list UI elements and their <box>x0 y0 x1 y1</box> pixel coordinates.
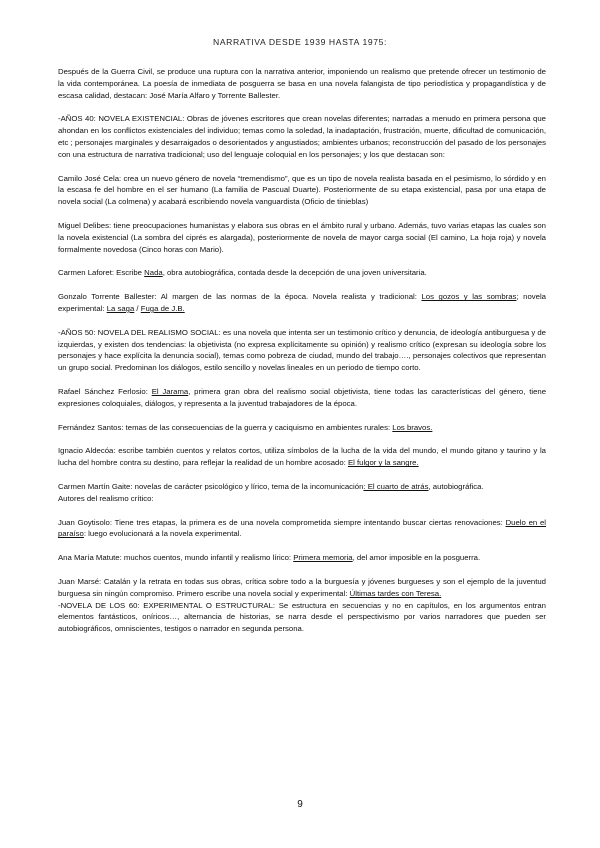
paragraph-text: Carmen Martín Gaite: novelas de carácter psicológico y lírico, tema de la incomunicación <box>58 481 364 491</box>
paragraph <box>58 291 546 315</box>
paragraph <box>58 113 546 160</box>
underlined-title: El fulgor y la sangre. <box>347 458 419 468</box>
paragraph-text: Después de la Guerra Civil, se produce una ruptura con la narrativa anterior, imponiendo un realismo que pretende ofrecer un testimonio de la vida contemporánea. La poesía de inmediata de posguerra se basa en una novela falangista de tipo periodística y propagandística y de escasa calidad, destacan: José María Alfaro y Torrente Ballester. <box>58 67 546 100</box>
underlined-title: Fuga de J.B. <box>140 303 185 313</box>
paragraph-text: Autores del realismo crítico: <box>58 493 154 503</box>
paragraph <box>58 517 546 541</box>
underlined-title: Nada <box>144 268 163 278</box>
paragraph-text: Miguel Delibes: tiene preocupaciones humanistas y elabora sus obras en el ámbito rural y urbano. Además, tuvo varias etapas las cuales son la novela existencial (La sombra del ciprés es alargada), posteriormente de novela de mayor carga social (El camino, La hoja roja) y novela formalmente novedosa (Cinco horas con Mario). <box>58 220 546 254</box>
paragraph-text: , primera gran obra del realismo social objetivista, tiene todas las características del género, tiene expresiones coloquiales, diálogos, y representa a la juventud trabajadores de la época. <box>58 386 546 408</box>
paragraph-text: Ignacio Aldecóa: escribe también cuentos y relatos cortos, utiliza símbolos de la lucha de la vida del mundo, el mundo gitano y taurino y la lucha del hombre contra su destino, para reflejar la realidad de un hombre acosado: <box>58 446 546 468</box>
paragraph-text: , del amor imposible en la posguerra. <box>352 553 481 563</box>
paragraph <box>58 481 546 493</box>
paragraph <box>58 220 546 255</box>
paragraph <box>58 66 546 101</box>
paragraph-text: Fernández Santos: temas de las consecuencias de la guerra y caciquismo en ambientes rurales: <box>58 422 393 432</box>
underlined-title: Los gozos y las sombras <box>421 292 517 302</box>
underlined-title: La saga <box>106 303 135 313</box>
underlined-title: Últimas tardes con Teresa. <box>349 588 442 598</box>
paragraph-text: -AÑOS 40: NOVELA EXISTENCIAL: Obras de jóvenes escritores que crean novelas diferentes; narradas a menudo en primera persona que ahondan en los conflictos existenciales del individuo; temas como la soledad, la inadaptación, frustración, muerte, dificultad de comunicación, etc ; personajes marginales y desarraigados o desorientados y angustiados; ambientes urbanos; reconstrucción del pasado de los personajes con una estructura de narrativa tradicional; uso del lenguaje coloquial en los personajes; y los que destacan son: <box>58 114 546 159</box>
paragraph-text: -NOVELA DE LOS 60: EXPERIMENTAL O ESTRUCTURAL: Se estructura en secuencias y no en capítulos, en los argumentos entran elementos fantásticos, oníricos…, alternancia de historias, se narra desde el perspectivismo por varios narradores que pueden ser autobiográficos, omniscientes, testigos o narrador en segunda persona. <box>58 600 546 634</box>
paragraph <box>58 267 546 279</box>
underlined-title: : El cuarto de atrás <box>363 481 429 491</box>
underlined-title: Primera memoria <box>293 553 353 563</box>
paragraph-text: -AÑOS 50: NOVELA DEL REALISMO SOCIAL: es una novela que intenta ser un testimonio crítico y denuncia, de ideología antiburguesa y de izquierdas, y existen dos tendencias: la objetivista (no expresa explícitamente su opinión) y realismo crítico (expresan su ideología sobre los personajes y hace explícita la denuncia social), temas como pobreza de ciudad, mundo del trabajo…., personajes colectivos que representan un grupo social. Predominan los diálogos, estilo sencillo y novelas lineales en un periodo de tiempo corto. <box>58 327 546 373</box>
underlined-title: Duelo en el paraíso <box>58 517 546 539</box>
paragraph-text: Camilo José Cela: crea un nuevo género de novela “tremendismo”, que es un tipo de novela realista basada en el pesimismo, lo sórdido y en la escasa fe del hombre en el ser humano (La familia de Pascual Duarte). Posteriormente de su etapa existencial, pasa por una etapa de novela social (La colmena) y acabará escribiendo novela vanguardista (Oficio de tinieblas) <box>58 173 546 207</box>
page-number: 9 <box>297 799 303 810</box>
paragraph-text: : luego evolucionará a la novela experimental. <box>83 529 242 539</box>
paragraph-text: Juan Marsé: Catalán y la retrata en todas sus obras, crítica sobre todo a la burguesía y jóvenes burgueses y son el ejemplo de la juventud burguesa sin ningún compromiso. Primero escribe una novela social y experimental: <box>58 576 546 598</box>
paragraph-text: Gonzalo Torrente Ballester: Al margen de las normas de la época. Novela realista y tradicional: <box>58 292 422 302</box>
paragraph <box>58 327 546 374</box>
paragraph-text: Rafael Sánchez Ferlosio: <box>58 386 152 396</box>
paragraph <box>58 173 546 208</box>
underlined-title: Los bravos. <box>392 422 433 432</box>
paragraph-text: Ana María Matute: muchos cuentos, mundo infantil y realismo lírico: <box>58 553 294 563</box>
page-header: NARRATIVA DESDE 1939 HASTA 1975: <box>213 37 387 47</box>
paragraph-text: , autobiográfica. <box>428 481 484 491</box>
paragraph <box>58 386 546 410</box>
document-body <box>58 66 546 635</box>
paragraph <box>58 493 546 505</box>
paragraph <box>58 576 546 600</box>
paragraph-text: Juan Goytisolo: Tiene tres etapas, la primera es de una novela comprometida siempre intentando buscar ciertas renovaciones: <box>58 517 506 527</box>
paragraph-text: / <box>134 303 141 313</box>
paragraph <box>58 445 546 469</box>
underlined-title: El Jarama <box>151 386 189 396</box>
paragraph <box>58 422 546 434</box>
paragraph-text: ; novela experimental: <box>58 292 546 313</box>
paragraph <box>58 600 546 635</box>
paragraph-text: , obra autobiográfica, contada desde la decepción de una joven universitaria. <box>162 268 427 278</box>
paragraph <box>58 552 546 564</box>
paragraph-text: Carmen Laforet: Escribe <box>58 268 145 278</box>
